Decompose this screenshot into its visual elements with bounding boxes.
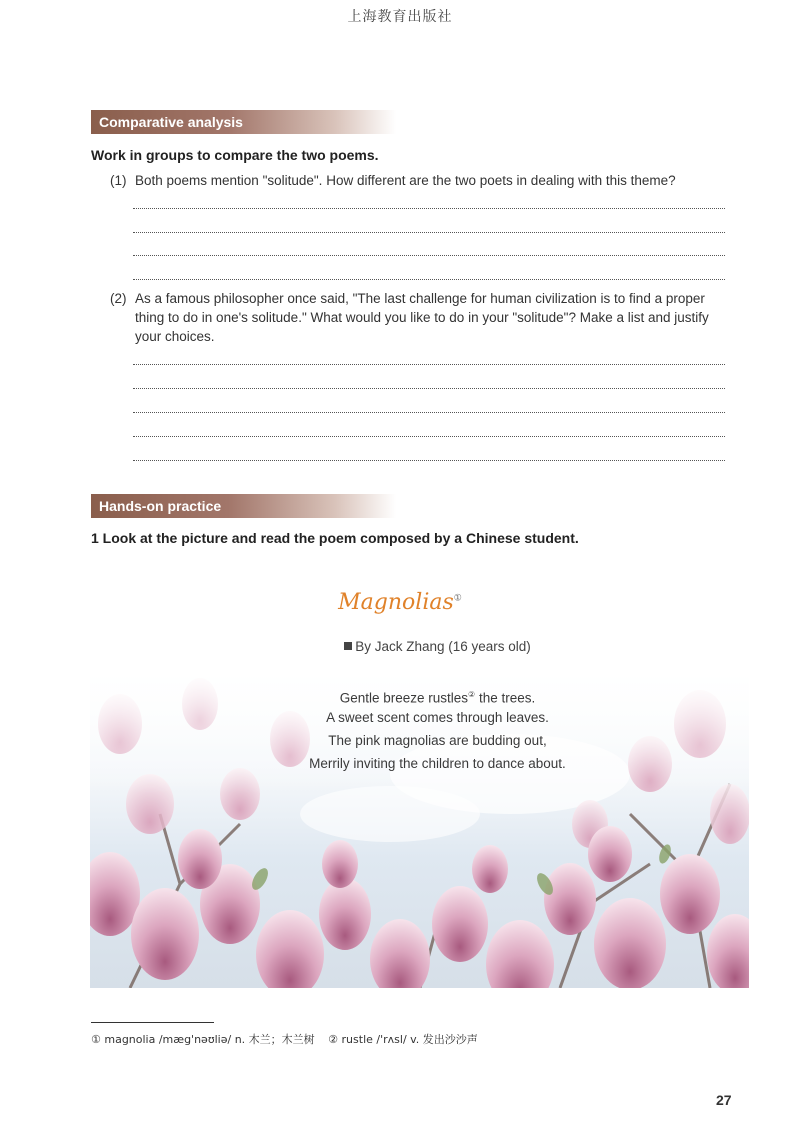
poem-line-1-footnote-marker: ② [468,690,476,699]
answer-line[interactable] [133,255,725,256]
poem-title-text: Magnolias [338,590,454,615]
answer-line[interactable] [133,279,725,280]
answer-line[interactable] [133,460,725,461]
answer-line[interactable] [133,412,725,413]
poem-body [0,683,800,775]
footnote-1: ① magnolia /mæg'nəʊliə/ n. 木兰；木兰树 [91,1033,315,1046]
hands-on-instruction: 1 Look at the picture and read the poem composed by a Chinese student. [91,530,579,546]
question-1-number: (1) [110,173,127,188]
poem-byline-text: By Jack Zhang (16 years old) [355,639,531,654]
question-1-text: Both poems mention "solitude". How different are the two poets in dealing with this theme? [135,173,676,188]
answer-line[interactable] [133,364,725,365]
poem-line-4: Merrily inviting the children to dance about. [309,756,566,771]
poem-title-footnote-marker: ① [453,593,462,604]
poem-line-1-end: the trees. [475,690,536,706]
poem-line-1 [0,683,800,706]
answer-line[interactable] [133,436,725,437]
answer-line[interactable] [133,388,725,389]
footnote-divider [91,1022,214,1023]
hands-on-practice-header: Hands-on practice [91,494,396,518]
question-2-number: (2) [110,291,127,306]
footnotes [91,1031,488,1047]
comparative-analysis-header: Comparative analysis [91,110,396,134]
poem-line-1-start: Gentle breeze rustles [339,690,469,706]
question-2-text: As a famous philosopher once said, "The last challenge for human civilization is to find a proper thing to do in one's solitude." What would you like to do in your "solitude"? Make a list and justify your choices. [135,291,709,344]
poem-line-2: A sweet scent comes through leaves. [326,710,549,725]
question-1 [110,171,730,190]
poem-line-3: The pink magnolias are budding out, [328,733,547,748]
answer-line[interactable] [133,208,725,209]
page-number: 27 [716,1092,732,1108]
footnote-2: ② rustle /'rʌsl/ v. 发出沙沙声 [328,1033,478,1046]
bullet-square-icon [344,642,352,650]
answer-line[interactable] [133,232,725,233]
publisher-name: 上海教育出版社 [347,9,453,25]
poem-title [0,590,800,615]
question-2 [110,289,730,346]
comparative-instruction: Work in groups to compare the two poems. [91,147,379,163]
poem-byline [0,639,800,654]
